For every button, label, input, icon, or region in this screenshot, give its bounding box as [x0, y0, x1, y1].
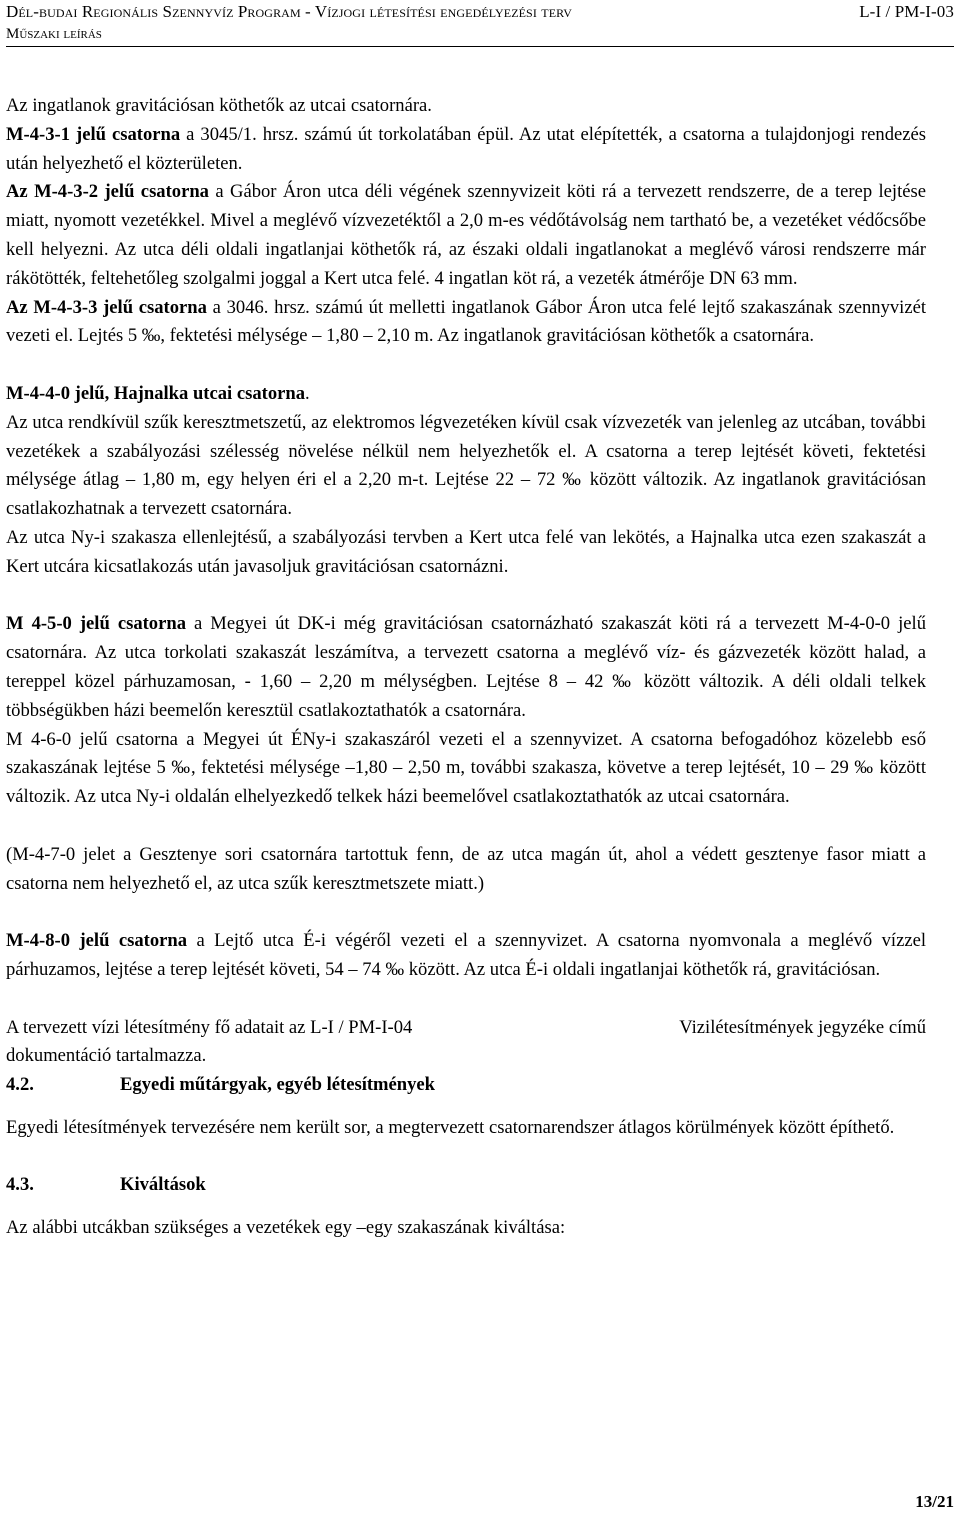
header-divider [6, 46, 954, 47]
paragraph [6, 121, 926, 179]
paragraph: Egyedi létesítmények tervezésére nem került sor, a megtervezett csatornarendszer átlagos körülmények között építhető. [6, 1116, 895, 1138]
paragraph [6, 294, 926, 352]
paragraph-text: a 3045/1. hrsz. számú út torkolatában épül. Az utat elépítették, a csatorna a tulajdonjogi rendezés után helyezhető el közterületen. [6, 123, 926, 174]
paragraph-text: a Gábor Áron utca déli végének szennyvizeit köti rá a tervezett rendszerre, de a terep lejtése miatt, nyomott vezetékkel. Mivel a meglévő vízvezetéktől a 2,0 m-es védőtávolság nem tartható be, a vezetéket védőcsőbe kell helyezni. Az utca déli oldali ingatlanjai köthetők rá, az északi oldali ingatlanokat a meglévő városi rendszerre már rákötötték, feltehetőleg szolgalmi joggal a Kert utca felé. 4 ingatlan köt rá, a vezeték átmérője DN 63 mm. [6, 181, 926, 289]
section-heading-4-2 [6, 1071, 926, 1100]
channel-name: M-4-4-0 jelű, Hajnalka utcai csatorna [6, 382, 306, 404]
spacer [6, 812, 926, 841]
paragraph: (M-4-7-0 jelet a Gesztenye sori csatornára tartottuk fenn, de az utca magán út, ahol a védett gesztenye fasor miatt a csatorna nem helyezhető el, az utca szűk keresztmetszete miatt.) [6, 843, 926, 894]
document-code: L-I / PM-I-03 [859, 2, 954, 21]
spacer [6, 1100, 926, 1114]
header-subtitle: Műszaki leírás [6, 26, 102, 42]
paragraph: Az alábbi utcákban szükséges a vezetékek egy –egy szakaszának kiváltása: [6, 1217, 566, 1239]
channel-name: Az M-4-3-2 jelű csatorna [6, 181, 209, 203]
paragraph: Az ingatlanok gravitációsan köthetők az utcai csatornára. [6, 95, 432, 116]
paragraph [6, 610, 926, 725]
reference-right: Vizilétesítmények jegyzéke című [679, 1016, 926, 1038]
paragraph [6, 927, 926, 985]
paragraph-text: a Megyei út DK-i még gravitációsan csatornázható szakaszát köti rá a tervezett M-4-0-0 jelű csatornára. Az utca torkolati szakaszát leszámítva, a tervezett csatorna a meglévő víz- és gázvezeték között halad, a tereppel közel párhuzamosan, - 1,60 – 2,20 m mélységben. Lejtése 8 – 42 ‰ között változik. A déli oldali telkek többségükben házi beemelőn keresztül csatlakoztathatók a csatornára. [6, 613, 927, 721]
paragraph [6, 178, 926, 293]
paragraph: M 4-6-0 jelű csatorna a Megyei út ÉNy-i szakaszáról vezeti el a szennyvizet. A csatorna befogadóhoz közelebb eső szakaszának lejtése 5 ‰, fektetési mélysége –1,80 – 2,50 m, további szakasza, követve a terep lejtését, 10 – 29 ‰ között változik. Az utca Ny-i oldalán elhelyezkedő telkek házi beemelővel csatlakoztathatók az utcai csatornára. [6, 728, 926, 808]
reference-left: A tervezett vízi létesítmény fő adatait az L-I / PM-I-04 [6, 1016, 413, 1038]
header-row [6, 0, 954, 24]
section-title: Kiváltások [120, 1174, 206, 1196]
spacer [6, 985, 926, 1014]
paragraph: Az utca Ny-i szakasza ellenlejtésű, a szabályozási tervben a Kert utca felé van lekötés, a Hajnalka utca ezen szakaszát a Kert utcára kicsatlakozás után javasoljuk gravitációsan csatornázni. [6, 526, 926, 577]
paragraph-text: a 3046. hrsz. számú út melletti ingatlanok Gábor Áron utca felé lejtő szakaszának szennyvizét vezeti el. Lejtés 5 ‰, fektetési mélysége – 1,80 – 2,10 m. Az ingatlanok gravitációsan köthetők a csatornára. [6, 296, 926, 347]
page-number: 13/21 [915, 1492, 954, 1511]
paragraph: Az utca rendkívül szűk keresztmetszetű, az elektromos légvezetéken kívül csak vízvezeték van jelenleg az utcában, további vezetékek a szabályozási szélesség növelése nélkül nem helyezhetők el. A csatorna a terep lejtését követi, fektetési mélysége átlag – 1,80 m, egy helyen éri el a 2,20 m-t. Lejtése 22 – 72 ‰ között változik. Az ingatlanok gravitációsan csatlakozhatnak a tervezett csatornára. [6, 411, 926, 520]
channel-name: M-4-3-1 jelű csatorna [6, 123, 181, 145]
spacer [6, 1200, 926, 1214]
section-number: 4.2. [6, 1074, 34, 1096]
channel-name: M-4-8-0 jelű csatorna [6, 930, 188, 952]
paragraph [6, 380, 926, 409]
document-body [6, 92, 926, 1243]
channel-name: Az M-4-3-3 jelű csatorna [6, 296, 207, 318]
paragraph-text: . [305, 382, 310, 404]
section-heading-4-3 [6, 1171, 926, 1200]
paragraph: dokumentáció tartalmazza. [6, 1045, 207, 1067]
spacer [6, 898, 926, 927]
header-title: Dél-budai Regionális Szennyvíz Program - Vízjogi létesítési engedélyezési terv [6, 2, 573, 21]
spacer [6, 582, 926, 611]
channel-name: M 4-5-0 jelű csatorna [6, 613, 186, 635]
spacer [6, 351, 926, 380]
section-number: 4.3. [6, 1174, 34, 1196]
spacer [6, 1143, 926, 1172]
paragraph-text: a Lejtő utca É-i végéről vezeti el a szennyvizet. A csatorna nyomvonala a meglévő vízzel párhuzamos, lejtése a terep lejtését követi, 54 – 74 ‰ között. Az utca É-i oldali ingatlanjai köthetők rá, gravitációsan. [6, 930, 926, 980]
page-header [6, 0, 954, 47]
section-title: Egyedi műtárgyak, egyéb létesítmények [120, 1074, 436, 1096]
reference-line [6, 1014, 926, 1043]
